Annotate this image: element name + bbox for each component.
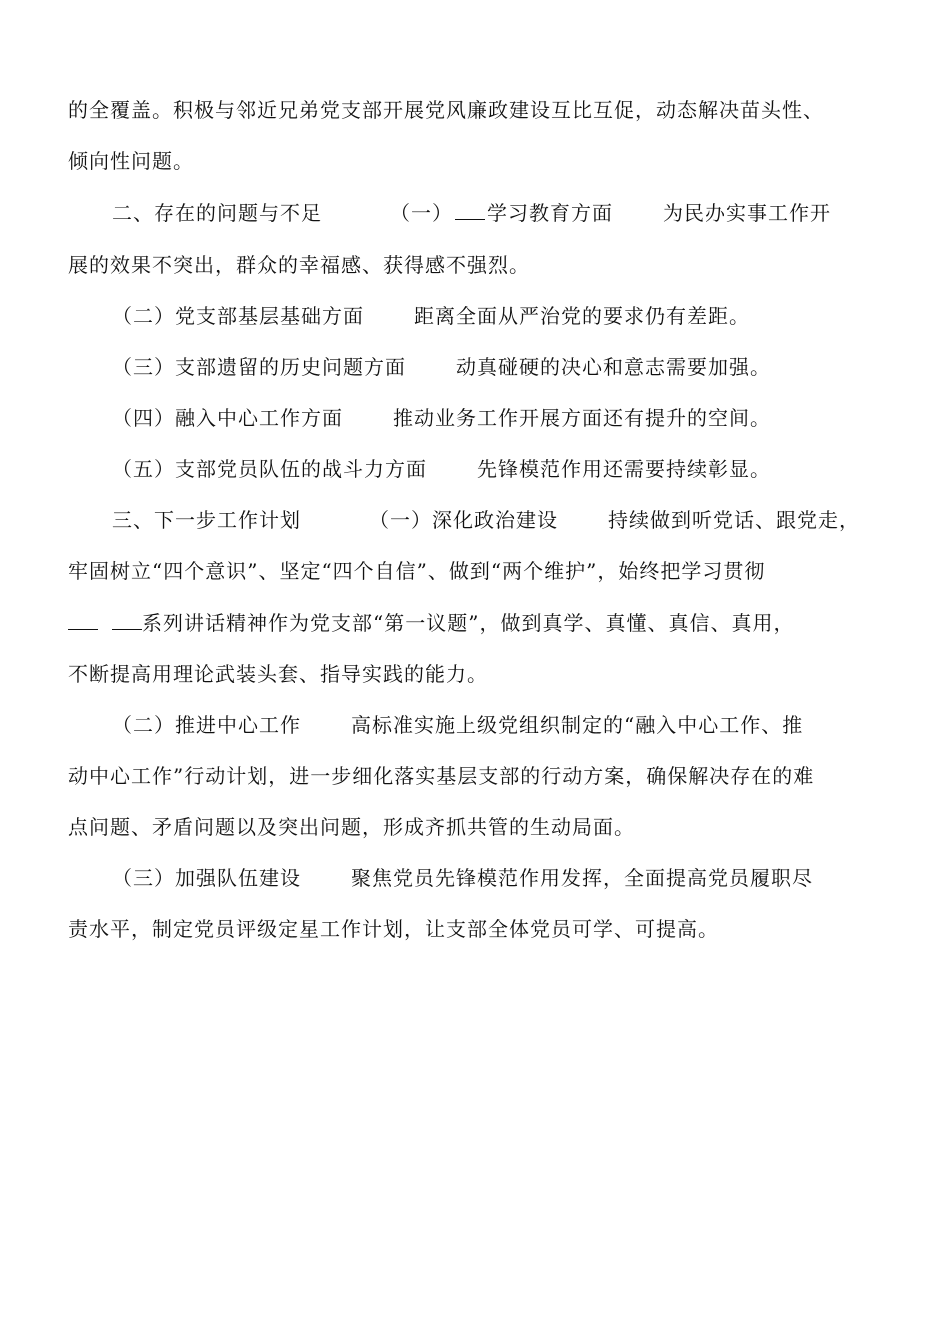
problem-item <box>112 303 750 329</box>
paragraph-line <box>68 814 635 840</box>
plan-item-body: 持续做到听党话、跟党走， <box>608 508 860 532</box>
text-segment: 点问题、矛盾问题以及突出问题，形成齐抓共管的生动局面。 <box>68 815 635 839</box>
paragraph-line <box>68 661 488 687</box>
paragraph-line <box>68 148 194 174</box>
paragraph-line <box>68 97 824 123</box>
text-segment: 不断提高用理论武装头套、指导实践的能力。 <box>68 662 488 686</box>
plan-item-body: 聚焦党员先锋模范作用发挥，全面提高党员履职尽 <box>351 866 813 890</box>
paragraph-line <box>68 916 719 942</box>
blank-underline <box>455 201 485 220</box>
item-body: 动真碰硬的决心和意志需要加强。 <box>456 355 771 379</box>
paragraph-line <box>68 252 530 278</box>
plan-item <box>112 865 813 891</box>
paragraph-line <box>68 558 765 584</box>
problem-item <box>112 456 771 482</box>
paragraph-line <box>68 610 794 636</box>
text-segment: 牢固树立“四个意识”、坚定“四个自信”、做到“两个维护”，始终把学习贯彻 <box>68 559 766 583</box>
subsection-title: 学习教育方面 <box>487 201 613 225</box>
item-body: 距离全面从严治党的要求仍有差距。 <box>414 304 750 328</box>
text-segment: 展的效果不突出，群众的幸福感、获得感不强烈。 <box>68 253 530 277</box>
text-segment: 倾向性问题。 <box>68 149 194 173</box>
section-title: 二、存在的问题与不足 <box>112 201 322 225</box>
item-title: （四）融入中心工作方面 <box>112 406 343 430</box>
text-segment: 责水平，制定党员评级定星工作计划，让支部全体党员可学、可提高。 <box>68 917 719 941</box>
plan-item <box>112 712 803 738</box>
item-body: 先锋模范作用还需要持续彰显。 <box>477 457 771 481</box>
text-segment: 动中心工作”行动计划，进一步细化落实基层支部的行动方案，确保解决存在的难 <box>68 764 815 788</box>
problem-item <box>112 405 771 431</box>
item-title: （五）支部党员队伍的战斗力方面 <box>112 457 427 481</box>
item-body: 推动业务工作开展方面还有提升的空间。 <box>393 406 771 430</box>
problem-item <box>112 354 771 380</box>
section-heading-problems <box>112 200 831 226</box>
blank-underline <box>112 611 142 630</box>
item-title: （三）支部遗留的历史问题方面 <box>112 355 406 379</box>
plan-item-title: （二）推进中心工作 <box>112 713 301 737</box>
plan-item-title: （三）加强队伍建设 <box>112 866 301 890</box>
section-heading-plan <box>112 507 860 533</box>
subsection-body: 为民办实事工作开 <box>663 201 831 225</box>
subsection-number: （一） <box>390 201 453 225</box>
blank-underline <box>68 611 98 630</box>
paragraph-line <box>68 763 814 789</box>
text-segment: 系列讲话精神作为党支部“第一议题”，做到真学、真懂、真信、真用， <box>142 611 795 635</box>
section-title: 三、下一步工作计划 <box>112 508 301 532</box>
plan-item-title: （一）深化政治建设 <box>369 508 558 532</box>
item-title: （二）党支部基层基础方面 <box>112 304 364 328</box>
plan-item-body: 高标准实施上级党组织制定的“融入中心工作、推 <box>351 713 804 737</box>
text-segment: 的全覆盖。积极与邻近兄弟党支部开展党风廉政建设互比互促，动态解决苗头性、 <box>68 98 824 122</box>
